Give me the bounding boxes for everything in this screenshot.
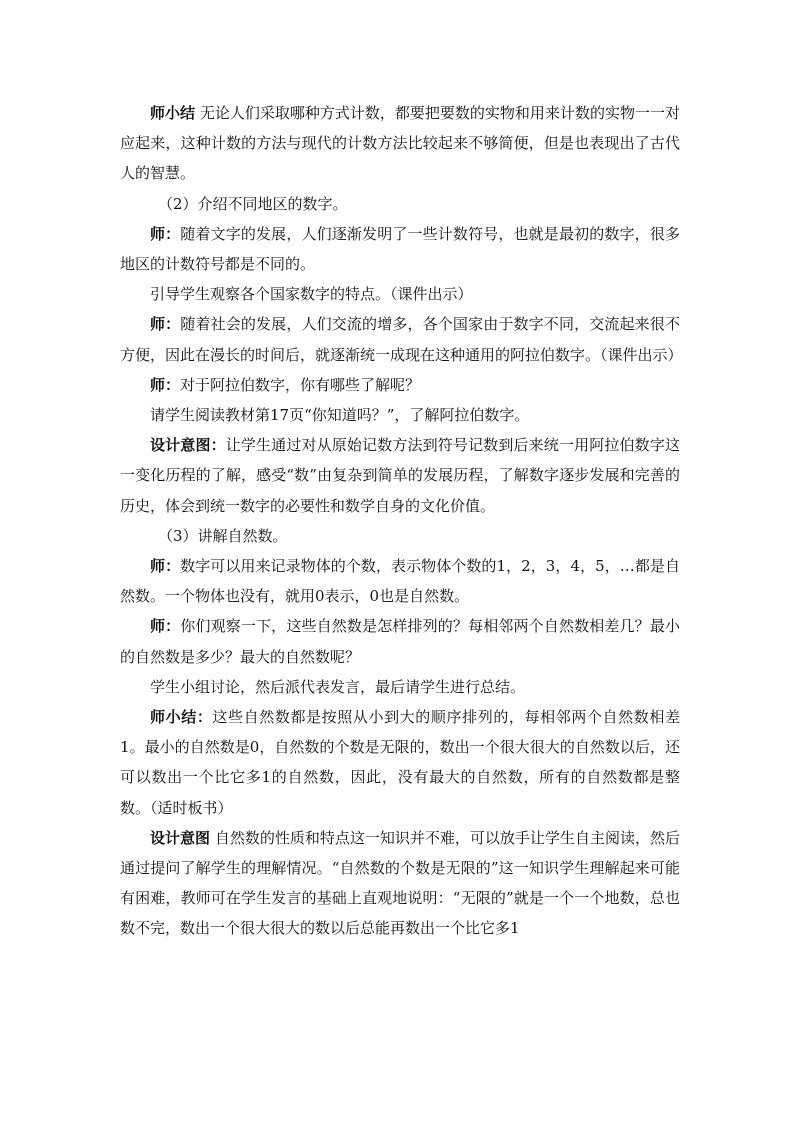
paragraph-label: 师：: [150, 617, 181, 636]
paragraph-text: （3）讲解自然数。: [158, 526, 288, 545]
paragraph-label: 师小结：: [150, 708, 213, 727]
paragraph-label: 设计意图：: [150, 436, 226, 455]
paragraph-text: 请学生阅读教材第17页“你知道吗？”，了解阿拉伯数字。: [150, 406, 530, 425]
paragraph-section-3: [120, 521, 680, 551]
paragraph-text: 你们观察一下，这些自然数是怎样排列的？每相邻两个自然数相差几？最小的自然数是多少？最大的自然数呢？: [120, 617, 680, 666]
paragraph-teacher-arabic: [120, 309, 683, 369]
paragraph-text: 随着社会的发展，人们交流的增多，各个国家由于数字不同，交流起来很不方便，因此在漫长的时间后，就逐渐统一成现在这种通用的阿拉伯数字。（课件出示）: [120, 315, 683, 364]
paragraph-label: 师：: [150, 315, 181, 334]
paragraph-group-discussion: [120, 672, 680, 702]
paragraph-label: 师：: [150, 224, 181, 243]
paragraph-text: 这些自然数都是按照从小到大的顺序排列的，每相邻两个自然数相差1。最小的自然数是0，自然数的个数是无限的，数出一个很大很大的自然数以后，还可以数出一个比它多1的自然数，因此，没有最大的自然数，所有的自然数都是整数。（适时板书）: [120, 708, 680, 817]
paragraph-text: 数字可以用来记录物体的个数，表示物体个数的1，2，3，4，5，…都是自然数。一个物体也没有，就用0表示，0也是自然数。: [120, 557, 680, 606]
paragraph-text: 对于阿拉伯数字，你有哪些了解呢？: [180, 375, 421, 394]
document-body: [120, 98, 683, 944]
paragraph-design-intent-2: [120, 823, 680, 944]
paragraph-read-textbook: [120, 400, 680, 430]
paragraph-label: 设计意图: [150, 828, 211, 847]
paragraph-section-2: [120, 189, 680, 219]
paragraph-teacher-observe: [120, 611, 680, 671]
paragraph-text: 引导学生观察各个国家数字的特点。（课件出示）: [150, 285, 473, 304]
paragraph-text: 让学生通过对从原始记数方法到符号记数到后来统一用阿拉伯数字这一变化历程的了解，感受“数”由复杂到简单的发展历程，了解数字逐步发展和完善的历史，体会到统一数字的必要性和数学自身的文化价值。: [120, 436, 680, 515]
paragraph-summary-counting: [120, 98, 680, 189]
paragraph-text: 自然数的性质和特点这一知识并不难，可以放手让学生自主阅读，然后通过提问了解学生的理解情况。“自然数的个数是无限的”这一知识学生理解起来可能有困难，教师可在学生发言的基础上直观地说明：“无限的”就是一个一个地数，总也数不完，数出一个很大很大的数以后总能再数出一个比它多1: [120, 828, 680, 938]
paragraph-teacher-natural-numbers: [120, 551, 680, 611]
paragraph-label: 师小结: [150, 104, 196, 122]
paragraph-teacher-symbols: [120, 219, 680, 279]
paragraph-text: 无论人们采取哪种方式计数，都要把要数的实物和用来计数的实物一一对应起来，这种计数的方法与现代的计数方法比较起来不够简便，但是也表现出了古代人的智慧。: [120, 104, 680, 183]
paragraph-text: 学生小组讨论，然后派代表发言，最后请学生进行总结。: [150, 677, 526, 696]
paragraph-teacher-question: [120, 370, 680, 400]
paragraph-label: 师：: [150, 557, 181, 576]
paragraph-design-intent-1: [120, 430, 680, 521]
paragraph-summary-natural: [120, 702, 680, 823]
paragraph-label: 师：: [150, 375, 181, 394]
paragraph-text: （2）介绍不同地区的数字。: [158, 194, 348, 213]
paragraph-guide-observe: [120, 279, 680, 309]
paragraph-text: 随着文字的发展，人们逐渐发明了一些计数符号，也就是最初的数字，很多地区的计数符号都是不同的。: [120, 224, 680, 274]
